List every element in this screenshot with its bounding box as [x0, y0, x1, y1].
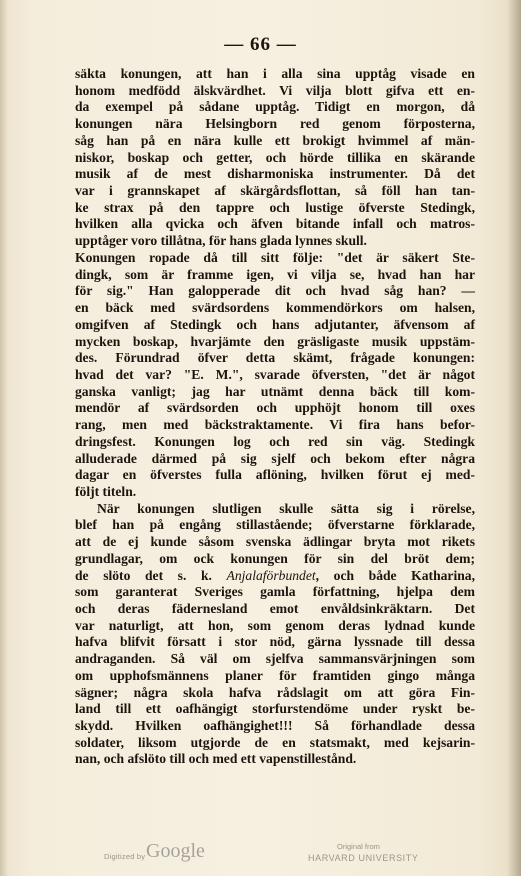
- text-line-content: sägner; några skola hafva rådslagit om att göra Fin-: [75, 684, 475, 700]
- text-line: [75, 267, 475, 284]
- text-line: [75, 451, 475, 468]
- text-line: [75, 718, 475, 735]
- text-line-content: hafva blifvit försatt i stor nöd, gärna lyssnade till dessa: [75, 634, 475, 650]
- text-line-content: dingk, som är framme igen, vi vilja se, hvad han har: [75, 266, 475, 282]
- text-line: [75, 651, 475, 668]
- text-line-content: mycken boskap, hvarjämte den gräsligaste musik uppstäm-: [75, 333, 475, 349]
- text-line: [75, 283, 475, 300]
- text-line: [75, 367, 475, 384]
- text-line-content: niskor, boskap och getter, och hörde tillika en skärande: [75, 149, 475, 165]
- text-line-content: en bäck med svärdsordens kommendörkors om halsen,: [75, 300, 475, 316]
- text-line: [75, 517, 475, 534]
- text-line: [75, 400, 475, 417]
- emphasized-term: Anjalaförbundet: [226, 567, 316, 583]
- text-line-content: rang, men med bäckstraktamente. Vi fira hans befor-: [75, 417, 475, 433]
- text-line-content: mendör af svärdsorden och upphöjt honom till oxes: [75, 400, 475, 416]
- text-line-content: blef han på engång stillastående; öfverstarne förklarade,: [75, 517, 475, 533]
- text-line-content: land till ett oafhängigt storfurstendöme under ryskt be-: [75, 701, 475, 717]
- body-text: [75, 66, 475, 768]
- text-line-content: säkta konungen, att han i alla sina upptåg visade en: [75, 66, 475, 81]
- text-line-content: följt titeln.: [75, 483, 137, 499]
- text-line-content: som garanterat Sveriges gamla författning, hjelpa dem: [75, 584, 475, 600]
- text-line-content: hvilken alla qvicka och äfven bitande infall och matros-: [75, 216, 475, 232]
- text-line: [75, 99, 475, 116]
- scan-footer: [0, 840, 521, 868]
- text-line: [75, 634, 475, 651]
- text-line: [75, 618, 475, 635]
- text-line: [75, 584, 475, 601]
- page-number: — 66 —: [224, 34, 297, 55]
- text-line: [75, 601, 475, 618]
- text-line-content: ke strax på den tappre och lustige öfverste Stedingk,: [75, 199, 475, 215]
- text-line-content: hvad det var? "E. M.", svarade öfversten, "det är något: [75, 366, 475, 382]
- text-line: [75, 233, 475, 250]
- text-line-content: ganska vanligt; jag har utnämt denna bäck till kom-: [75, 383, 475, 399]
- page-edge-shadow: [507, 0, 521, 876]
- text-line-content: konungen nära Helsingborn red genom förposterna,: [75, 116, 475, 132]
- text-line-content: andraganden. Så väl om sjelfva sammansvärjningen som: [75, 651, 475, 667]
- text-line: [75, 384, 475, 401]
- text-line: [75, 83, 475, 100]
- text-line: [75, 250, 475, 267]
- text-line-content: upptåger voro tillåtna, för hans glada lynnes skull.: [75, 233, 367, 249]
- text-line-content: da exempel på sådane upptåg. Tidigt en morgon, då: [75, 99, 475, 115]
- text-line-content: dagar en öfverstes fulla aflöning, hvilken förut ej med-: [75, 467, 475, 483]
- digitized-by-label: Digitized by: [104, 852, 146, 861]
- text-line: [75, 735, 475, 752]
- text-line: [75, 183, 475, 200]
- text-line: [75, 150, 475, 167]
- text-line-content: omgifven af Stedingk och hans adjutanter, äfvensom af: [75, 316, 475, 332]
- text-line: [75, 200, 475, 217]
- text-line: [75, 751, 475, 768]
- text-line: [75, 685, 475, 702]
- original-from-label: Original from: [337, 842, 380, 851]
- text-line: [75, 534, 475, 551]
- text-line-content: och deras fädernesland emot envåldsinkräktarn. Det: [75, 601, 475, 616]
- text-line-content: dringsfest. Konungen log och red sin väg. Stedingk: [75, 433, 475, 449]
- text-line-content: alluderade därmed på sig sjelf och bekom efter några: [75, 450, 475, 466]
- text-line-content: om upphofsmännens planer för framtiden gingo många: [75, 667, 475, 683]
- text-line-content: att de ej kunde såsom svenska ädlingar bryta mot rikets: [75, 534, 475, 550]
- text-line: [75, 300, 475, 317]
- text-line: [75, 434, 475, 451]
- text-line-content: de slöto det s. k.: [75, 567, 227, 583]
- text-line: [75, 501, 475, 518]
- text-line-content: Konungen ropade då till sitt följe: "det är säkert Ste-: [75, 249, 475, 265]
- source-library-label: HARVARD UNIVERSITY: [308, 853, 419, 863]
- text-line-content: såg han på en nära kulle ett brokigt hvimmel af män-: [75, 132, 475, 148]
- text-line: [75, 166, 475, 183]
- text-line: [75, 350, 475, 367]
- text-line-content: des. Förundrad öfver detta skämt, frågade konungen:: [75, 350, 475, 366]
- text-line-content: var naturligt, att hon, som genom deras lydnad kunde: [75, 617, 475, 633]
- text-line: [75, 551, 475, 568]
- text-line-content: grundlagar, om ock konungen för sin del bröt dem;: [75, 550, 475, 566]
- text-line-content: honom medfödd älskvärdhet. Vi vilja blott gifva ett en-: [75, 82, 475, 98]
- text-line-content: När konungen slutligen skulle sätta sig i rörelse,: [97, 500, 475, 516]
- text-line: [75, 417, 475, 434]
- text-line: [75, 66, 475, 83]
- text-line: [75, 334, 475, 351]
- text-line-content: soldater, liksom utgjorde de en statsmakt, med kejsarin-: [75, 734, 475, 750]
- page-gutter-shadow: [0, 0, 8, 876]
- text-line-content: för sig." Han galopperade dit och hvad såg han? —: [75, 283, 475, 299]
- text-line: [75, 568, 475, 585]
- text-line: [75, 701, 475, 718]
- text-line: [75, 484, 475, 501]
- text-line-content: nan, och afslöto till och med ett vapenstillestånd.: [75, 751, 357, 767]
- text-line: [75, 317, 475, 334]
- google-logo-text: Google: [146, 840, 205, 862]
- text-line-content: musik af de mest disharmoniska instrumenter. Då det: [75, 166, 475, 182]
- text-line-content: skydd. Hvilken oafhängighet!!! Så förhandlade dessa: [75, 718, 475, 734]
- text-line: [75, 216, 475, 233]
- text-line-content: var i grannskapet af skärgårdsflottan, så föll han tan-: [75, 183, 475, 199]
- text-line-content: , och både Katharina,: [315, 567, 475, 583]
- text-line: [75, 133, 475, 150]
- text-line: [75, 467, 475, 484]
- text-line: [75, 668, 475, 685]
- text-line: [75, 116, 475, 133]
